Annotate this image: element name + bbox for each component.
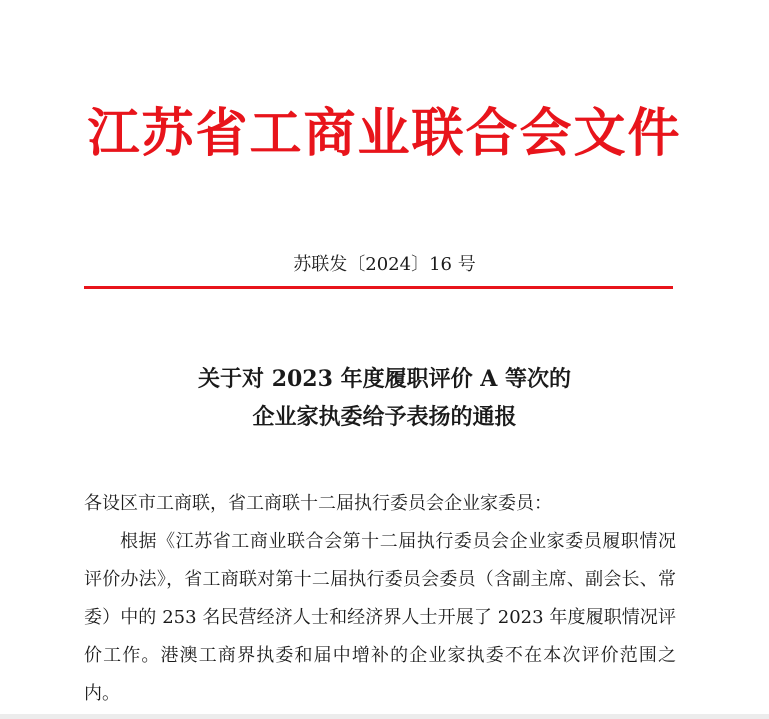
document-body (84, 485, 676, 713)
bottom-edge (0, 714, 769, 719)
document-header-title: 江苏省工商业联合会文件 (87, 103, 682, 164)
notice-title-line2: 企业家执委给予表扬的通报 (252, 404, 517, 430)
notice-title-line1: 关于对 2023 年度履职评价 A 等次的 (198, 366, 571, 392)
document-number: 苏联发〔2024〕16 号 (293, 254, 476, 275)
notice-title (0, 360, 769, 436)
salutation: 各设区市工商联，省工商联十二届执行委员会企业家委员： (84, 493, 552, 514)
body-paragraph: 根据《江苏省工商业联合会第十二届执行委员会企业家委员履职情况评价办法》，省工商联对第十二届执行委员会委员（含副主席、副会长、常委）中的 253 名民营经济人士和经济界人士开展了 2023 年度履职情况评价工作。港澳工商界执委和届中增补的企业家执委不在本次评价范围之内。 (84, 531, 676, 704)
red-divider (84, 286, 673, 289)
